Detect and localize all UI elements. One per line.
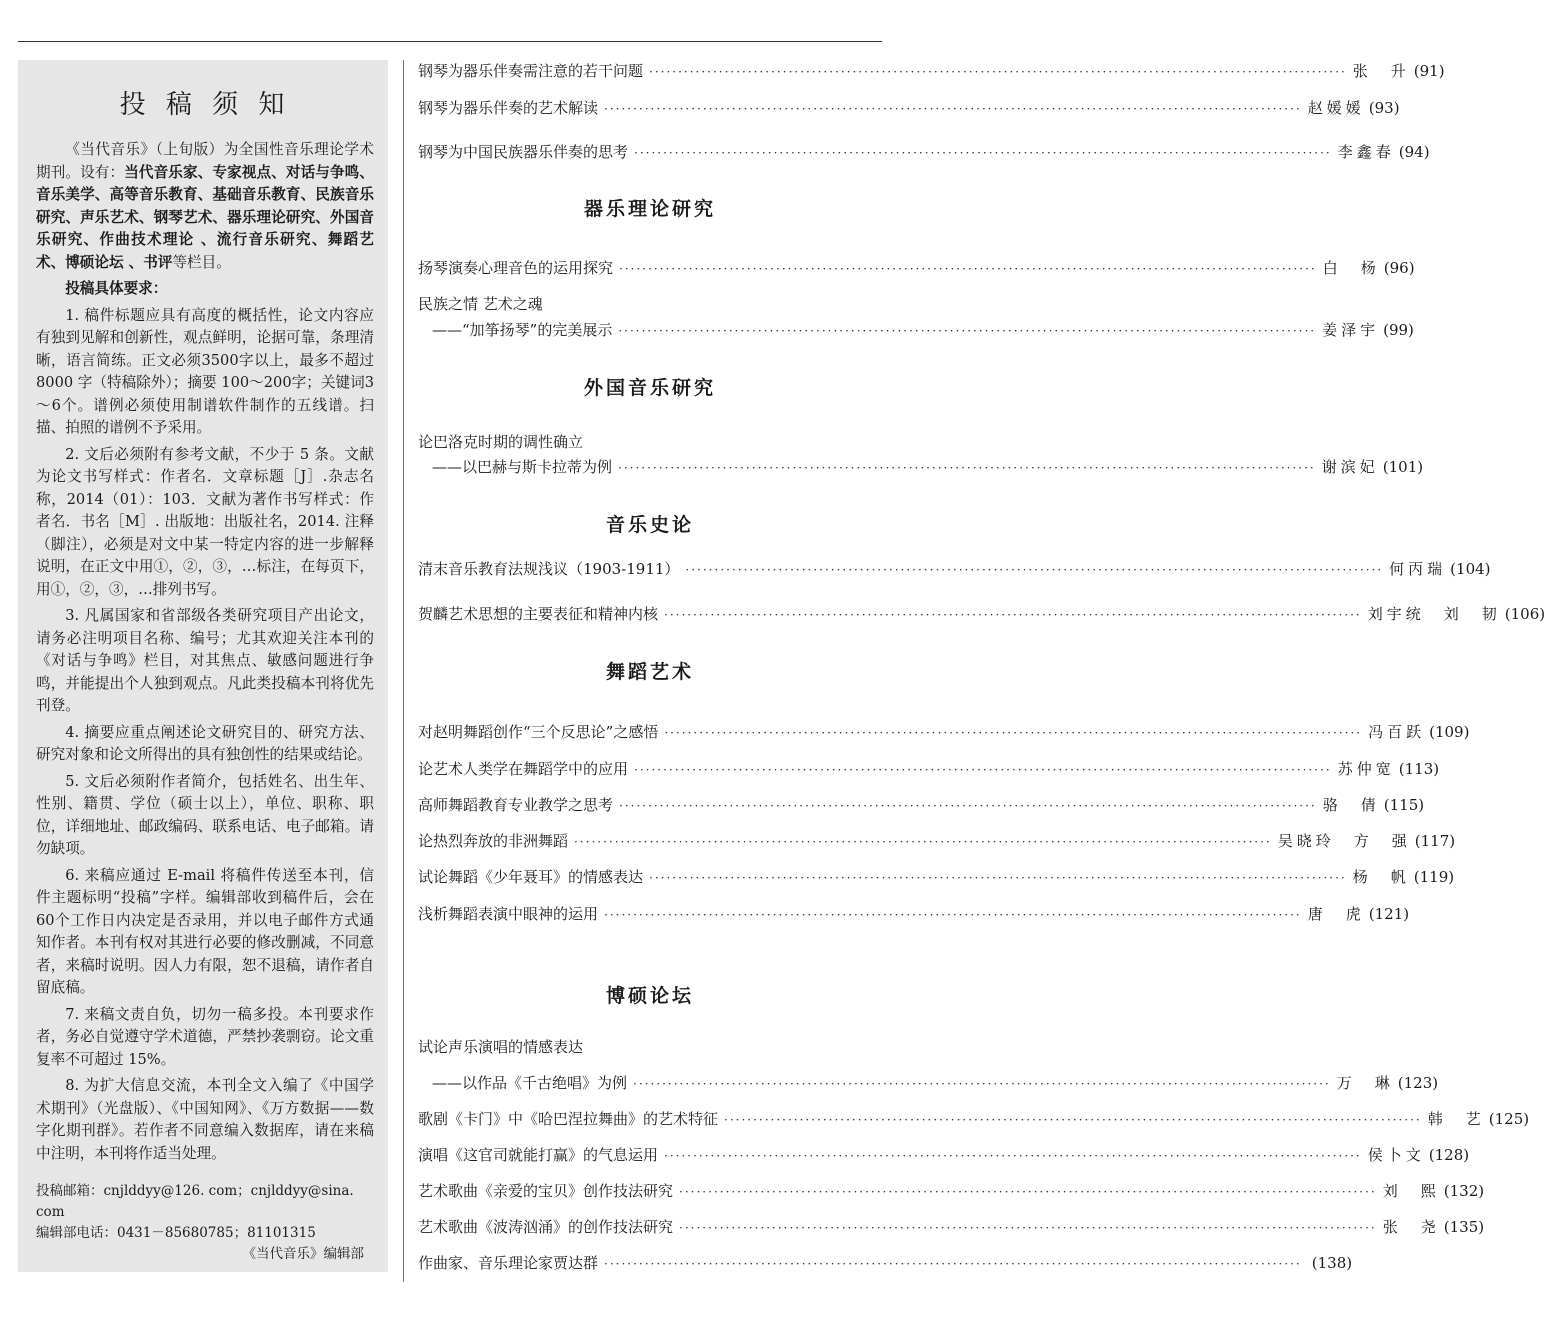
section-heading: 博硕论坛: [605, 985, 694, 1007]
requirement-item: 8. 为扩大信息交流，本刊全文入编了《中国学术期刊》（光盘版）、《中国知网》、《万方数据——数字化期刊群》。若作者不同意编入数据库，请在来稿中注明，本刊将作适当处理。: [36, 1077, 374, 1162]
toc-page-number: (94): [1398, 143, 1430, 161]
toc-author: 苏仲宽: [1337, 760, 1395, 778]
submission-notice-box: [18, 60, 388, 1272]
toc-page-number: (113): [1398, 760, 1440, 778]
toc-author: 张 升: [1352, 62, 1410, 80]
toc-title: 艺术歌曲《亲爱的宝贝》创作技法研究: [418, 1182, 674, 1200]
requirement-item: 1. 稿件标题应具有高度的概括性，论文内容应有独到见解和创新性，观点鲜明，论据可靠，条理清晰，语言简练。正文必须3500字以上，最多不超过 8000 字（特稿除外）；摘要 100～200字；关键词3～6个。谱例必须使用制谱软件制作的五线谱。扫描、拍照的谱例不予采用。: [36, 306, 374, 436]
toc-title: 浅析舞蹈表演中眼神的运用: [418, 905, 599, 923]
toc-entry[interactable]: [418, 1252, 1353, 1278]
toc-title: 试论舞蹈《少年聂耳》的情感表达: [418, 868, 644, 886]
toc-title: 演唱《这官司就能打赢》的气息运用: [418, 1146, 659, 1164]
toc-entry[interactable]: [418, 603, 1545, 629]
toc-title-line[interactable]: [418, 431, 882, 457]
toc-page-number: (135): [1443, 1218, 1485, 1236]
toc-leader-dots: ························································································································: [679, 1185, 1377, 1199]
toc-subtitle: ——以巴赫与斯卡拉蒂为例: [432, 458, 613, 476]
toc-author: 刘宇统 刘 韧: [1367, 605, 1501, 623]
toc-leader-dots: ························································································································: [634, 146, 1332, 160]
toc-title: 民族之情 艺术之魂: [418, 295, 543, 313]
toc-title: 清末音乐教育法规浅议（1903-1911）: [418, 560, 680, 578]
toc-leader-dots: ························································································································: [649, 65, 1347, 79]
toc-leader-dots: ························································································································: [664, 726, 1363, 740]
toc-entry[interactable]: [418, 758, 1440, 784]
toc-author: 骆 倩: [1322, 796, 1380, 814]
toc-entry[interactable]: [418, 1108, 1530, 1134]
toc-page-number: (128): [1428, 1146, 1470, 1164]
toc-title: 钢琴为器乐伴奏的艺术解读: [418, 99, 599, 117]
toc-page-number: (104): [1450, 560, 1491, 578]
section-heading: 器乐理论研究: [583, 198, 716, 220]
toc-entry[interactable]: [418, 319, 1414, 345]
toc-author: 赵媛媛: [1307, 99, 1365, 117]
toc-author: 刘 熙: [1382, 1182, 1440, 1200]
toc-subtitle: ——以作品《千古绝唱》为例: [432, 1074, 628, 1092]
toc-title: 论艺术人类学在舞蹈学中的应用: [418, 760, 629, 778]
toc-title: 作曲家、音乐理论家贾达群: [418, 1254, 599, 1272]
toc-entry[interactable]: [418, 97, 1400, 123]
requirement-item: 4. 摘要应重点阐述论文研究目的、研究方法、研究对象和论文所得出的具有独创性的结果或结论。: [36, 723, 374, 763]
toc-entry[interactable]: [418, 721, 1470, 747]
contact-email: 投稿邮箱：cnjlddyy@126. com；cnjlddyy@sina. com: [36, 1183, 354, 1220]
toc-entry[interactable]: [418, 794, 1425, 820]
toc-entry[interactable]: [418, 1180, 1485, 1206]
toc-title: 钢琴为器乐伴奏需注意的若干问题: [418, 62, 644, 80]
toc-page-number: (106): [1504, 605, 1545, 623]
toc-leader-dots: ························································································································: [679, 1221, 1377, 1235]
contact-phone: 编辑部电话：0431－85680785；81101315: [36, 1225, 316, 1241]
toc-page-number: (101): [1382, 458, 1424, 476]
toc-title: 高师舞蹈教育专业教学之思考: [418, 796, 614, 814]
toc-leader-dots: ························································································································: [619, 262, 1317, 276]
toc-author: 谢滨妃: [1321, 458, 1379, 476]
top-rule: [18, 41, 882, 42]
toc-title: 钢琴为中国民族器乐伴奏的思考: [418, 143, 629, 161]
toc-page-number: (99): [1383, 321, 1414, 339]
toc-entry[interactable]: [418, 1216, 1485, 1242]
toc-leader-dots: ························································································································: [574, 835, 1272, 849]
toc-author: 侯卜文: [1367, 1146, 1425, 1164]
toc-title: 扬琴演奏心理音色的运用探究: [418, 259, 614, 277]
column-divider: [403, 60, 404, 1282]
toc-leader-dots: ························································································································: [604, 102, 1302, 116]
notice-intro-pre: 《当代音乐》（上旬版）为全国性音乐理论学术期刊。设有：: [36, 141, 374, 181]
toc-leader-dots: ························································································································: [619, 799, 1317, 813]
toc-title: 试论声乐演唱的情感表达: [418, 1038, 584, 1056]
toc-leader-dots: ························································································································: [618, 461, 1316, 475]
toc-title: 贺麟艺术思想的主要表征和精神内核: [418, 605, 659, 623]
toc-author: 吴晓玲 方 强: [1277, 832, 1411, 850]
toc-leader-dots: ························································································································: [664, 608, 1362, 622]
toc-leader-dots: ························································································································: [685, 563, 1384, 577]
toc-leader-dots: ························································································································: [649, 871, 1347, 885]
requirement-item: 2. 文后必须附有参考文献，不少于 5 条。文献为论文书写样式：作者名．文章标题［J］.杂志名称，2014（01）：103．文献为著作书写样式：作者名．书名［M］. 出版地：出版社名，2014. 注释（脚注），必须是对文中某一特定内容的进一步解释说明，在正文中用①，②，③，…标注，在每页下，用①，②，③，…排列书写。: [36, 445, 374, 598]
toc-page-number: (115): [1383, 796, 1425, 814]
section-heading: 舞蹈艺术: [605, 661, 694, 683]
toc-title: 论热烈奔放的非洲舞蹈: [418, 832, 569, 850]
toc-title-line[interactable]: [418, 293, 882, 319]
toc-leader-dots: ························································································································: [664, 1149, 1362, 1163]
toc-page-number: (119): [1413, 868, 1455, 886]
toc-leader-dots: ························································································································: [604, 908, 1302, 922]
toc-title: 艺术歌曲《波涛汹涌》的创作技法研究: [418, 1218, 674, 1236]
requirement-item: 3. 凡属国家和省部级各类研究项目产出论文，请务必注明项目名称、编号；尤其欢迎关注本刊的《对话与争鸣》栏目，对其焦点、敏感问题进行争鸣，并能提出个人独到观点。凡此类投稿本刊将优先刊登。: [36, 607, 374, 714]
toc-author: 白 杨: [1322, 259, 1380, 277]
toc-page-number: (96): [1383, 259, 1415, 277]
toc-author: 唐 虎: [1307, 905, 1365, 923]
toc-author: 韩 艺: [1427, 1110, 1485, 1128]
toc-author: 姜泽宇: [1322, 321, 1380, 339]
notice-title: 投 稿 须 知: [119, 90, 291, 120]
toc-title: 歌剧《卡门》中《哈巴涅拉舞曲》的艺术特征: [418, 1110, 719, 1128]
toc-entry[interactable]: [418, 1144, 1470, 1170]
toc-title-line[interactable]: [418, 1036, 882, 1062]
toc-leader-dots: ························································································································: [604, 1257, 1302, 1271]
toc-entry[interactable]: [418, 1072, 1439, 1098]
toc-title: 论巴洛克时期的调性确立: [418, 433, 584, 451]
notice-intro: [36, 139, 374, 274]
toc-entry[interactable]: [418, 866, 1455, 892]
toc-page-number: (123): [1397, 1074, 1439, 1092]
editorial-signature: 《当代音乐》编辑部: [242, 1246, 364, 1262]
notice-intro-post: 等栏目。: [172, 253, 231, 271]
toc-author: 冯百跃: [1368, 723, 1426, 741]
toc-author: 杨 帆: [1352, 868, 1410, 886]
toc-author: 张 尧: [1382, 1218, 1440, 1236]
toc-leader-dots: ························································································································: [724, 1113, 1422, 1127]
toc-leader-dots: ························································································································: [618, 324, 1317, 338]
toc-entry[interactable]: [418, 141, 1430, 167]
toc-author: 何丙瑞: [1389, 560, 1447, 578]
notice-intro-columns: 当代音乐家、专家视点、对话与争鸣、音乐美学、高等音乐教育、基础音乐教育、民族音乐研究、声乐艺术、钢琴艺术、器乐理论研究、外国音乐研究、作曲技术理论 、流行音乐研究、舞蹈艺术、博硕论坛 、书评: [36, 163, 374, 271]
requirement-item: 6. 来稿应通过 E-mail 将稿件传送至本刊，信件主题标明“投稿”字样。编辑部收到稿件后，会在60个工作日内决定是否录用，并以电子邮件方式通知作者。本刊有权对其进行必要的修改删减，不同意者，来稿时说明。因人力有限，恕不退稿，请作者自留底稿。: [36, 866, 374, 996]
toc-page-number: (121): [1368, 905, 1410, 923]
toc-author: 万 琳: [1336, 1074, 1394, 1092]
section-heading: 音乐史论: [605, 514, 694, 536]
toc-page-number: (93): [1368, 99, 1400, 117]
section-heading: 外国音乐研究: [583, 377, 716, 399]
toc-entry[interactable]: [418, 558, 1491, 584]
requirement-item: 5. 文后必须附作者简介，包括姓名、出生年、性别、籍贯、学位（硕士以上），单位、职称、职位，详细地址、邮政编码、联系电话、电子邮箱。请勿缺项。: [36, 772, 374, 857]
toc-page-number: (117): [1414, 832, 1456, 850]
contact-info: [36, 1181, 374, 1265]
toc-page-number: (91): [1413, 62, 1445, 80]
toc-leader-dots: ························································································································: [633, 1077, 1331, 1091]
requirements-heading: 投稿具体要求：: [65, 280, 168, 297]
toc-entry[interactable]: [418, 830, 1456, 856]
toc-page-number: (138): [1311, 1254, 1353, 1272]
toc-entry[interactable]: [418, 257, 1415, 283]
toc-page-number: (125): [1488, 1110, 1530, 1128]
requirement-item: 7. 来稿文责自负，切勿一稿多投。本刊要求作者，务必自觉遵守学术道德，严禁抄袭剽窃。论文重复率不可超过 15%。: [36, 1005, 374, 1068]
toc-subtitle: ——“加筝扬琴”的完美展示: [432, 321, 613, 339]
toc-page-number: (132): [1443, 1182, 1485, 1200]
toc-entry[interactable]: [418, 60, 1445, 86]
toc-title: 对赵明舞蹈创作“三个反思论”之感悟: [418, 723, 659, 741]
toc-entry[interactable]: [418, 456, 1424, 482]
toc-entry[interactable]: [418, 903, 1410, 929]
toc-leader-dots: ························································································································: [634, 763, 1332, 777]
toc-author: 李鑫春: [1337, 143, 1395, 161]
toc-page-number: (109): [1429, 723, 1470, 741]
